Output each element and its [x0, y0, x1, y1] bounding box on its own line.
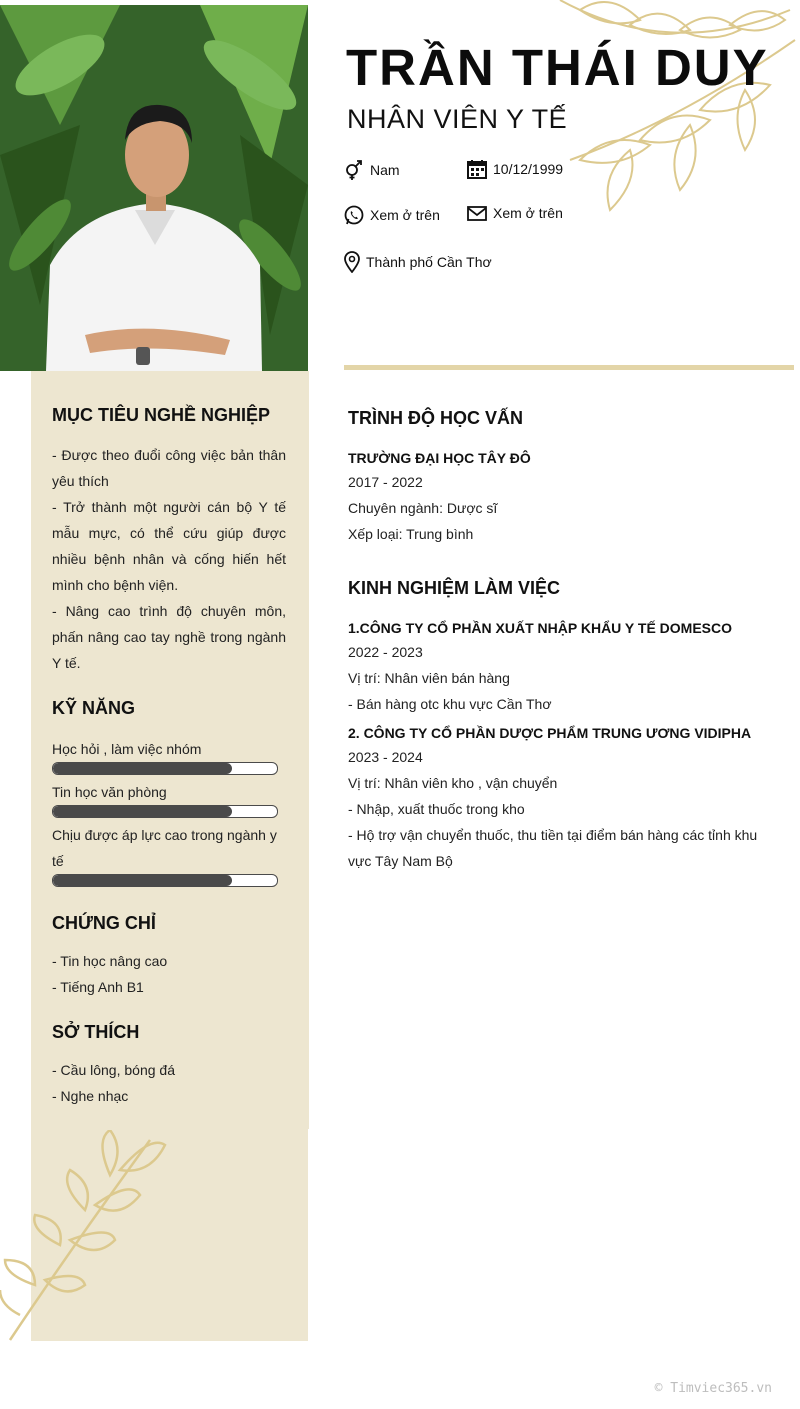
gender-text: Nam	[370, 162, 400, 178]
hobby-item: - Cầu lông, bóng đá	[52, 1062, 175, 1078]
mail-icon	[467, 203, 487, 223]
decorative-leaf-top	[540, 0, 800, 230]
job-detail: - Bán hàng otc khu vực Cần Thơ	[348, 696, 552, 712]
objective-line: - Trở thành một người cán bộ Y tế mẫu mực, có thể cứu giúp được nhiều bệnh nhân và cống hiến hết mình cho bệnh viện.	[52, 499, 286, 593]
job-position: Vị trí: Nhân viên bán hàng	[348, 670, 510, 686]
skills-heading: KỸ NĂNG	[52, 698, 136, 718]
skill-bar	[52, 762, 278, 775]
education-details	[348, 469, 768, 547]
phone-info	[344, 205, 440, 225]
decorative-leaf-bottom	[0, 1130, 180, 1350]
skill-name: Tin học văn phòng	[52, 784, 167, 800]
header-divider	[344, 365, 794, 370]
phone-text: Xem ở trên	[370, 207, 440, 223]
gender-icon	[344, 160, 364, 180]
hobby-item: - Nghe nhạc	[52, 1088, 129, 1104]
calendar-icon	[467, 159, 487, 179]
gender-info	[344, 160, 400, 180]
job-years: 2022 - 2023	[348, 644, 423, 660]
skill-bar-fill	[53, 763, 232, 774]
skill-bar	[52, 874, 278, 887]
candidate-name: TRẦN THÁI DUY	[346, 39, 769, 96]
address-info	[344, 251, 492, 273]
dob-text: 10/12/1999	[493, 161, 564, 177]
location-pin-icon	[344, 251, 360, 273]
hobbies-heading: SỞ THÍCH	[52, 1022, 140, 1042]
skill-name: Học hỏi , làm việc nhóm	[52, 741, 202, 757]
major: Chuyên ngành: Dược sĩ	[348, 500, 498, 516]
dob-info	[467, 159, 563, 179]
objective-text	[52, 442, 286, 676]
email-text: Xem ở trên	[493, 205, 563, 221]
company-name: 1.CÔNG TY CỔ PHẦN XUẤT NHẬP KHẨU Y TẾ DOMESCO	[348, 620, 733, 636]
job-position: Vị trí: Nhân viên kho , vận chuyển	[348, 775, 558, 791]
objective-line: - Nâng cao trình độ chuyên môn, phấn nâng cao tay nghề trong ngành Y tế.	[52, 603, 286, 671]
profile-photo	[0, 5, 308, 371]
hobbies-list	[52, 1057, 175, 1109]
education-heading: TRÌNH ĐỘ HỌC VẤN	[348, 408, 523, 428]
address-text: Thành phố Cần Thơ	[366, 254, 492, 270]
objective-line: - Được theo đuổi công việc bản thân yêu thích	[52, 447, 286, 489]
grade: Xếp loại: Trung bình	[348, 526, 474, 542]
certificate-item: - Tin học nâng cao	[52, 953, 168, 969]
job-details	[348, 639, 768, 717]
experience-heading: KINH NGHIỆM LÀM VIỆC	[348, 578, 561, 598]
skill-bar-fill	[53, 875, 232, 886]
skill-bar	[52, 805, 278, 818]
job-title: NHÂN VIÊN Y TẾ	[347, 104, 568, 134]
school-years: 2017 - 2022	[348, 474, 423, 490]
job-detail: - Hộ trợ vận chuyển thuốc, thu tiền tại điểm bán hàng các tỉnh khu vực Tây Nam Bộ	[348, 827, 758, 869]
certificate-item: - Tiếng Anh B1	[52, 979, 144, 995]
company-name: 2. CÔNG TY CỔ PHẦN DƯỢC PHẨM TRUNG ƯƠNG VIDIPHA	[348, 725, 752, 741]
email-info	[467, 203, 563, 223]
certificates-heading: CHỨNG CHỈ	[52, 913, 156, 933]
whatsapp-icon	[344, 205, 364, 225]
certificates-list	[52, 948, 167, 1000]
watermark: © Timviec365.vn	[654, 1381, 772, 1396]
job-details	[348, 744, 768, 874]
job-detail: - Nhập, xuất thuốc trong kho	[348, 801, 525, 817]
skill-bar-fill	[53, 806, 232, 817]
school-name: TRƯỜNG ĐẠI HỌC TÂY ĐÔ	[348, 450, 531, 466]
skill-name: Chịu được áp lực cao trong ngành y tế	[52, 827, 277, 869]
objective-heading: MỤC TIÊU NGHỀ NGHIỆP	[52, 405, 271, 425]
job-years: 2023 - 2024	[348, 749, 423, 765]
